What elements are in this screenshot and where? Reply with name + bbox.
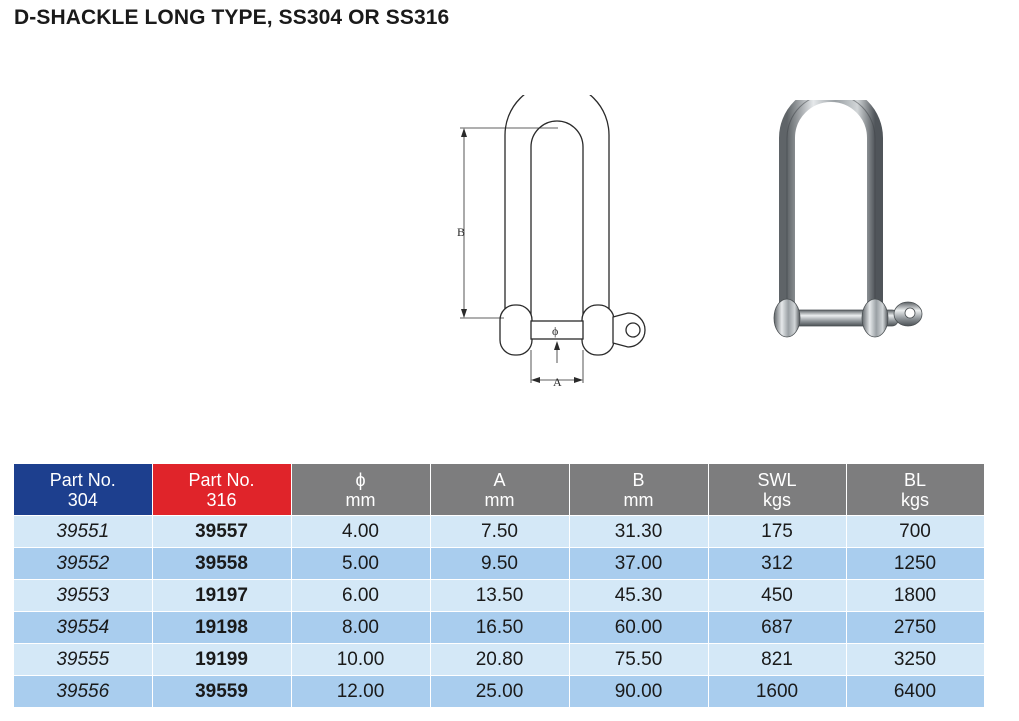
- cell-swl: 1600: [708, 676, 846, 708]
- cell-part-304: 39553: [14, 580, 152, 612]
- cell-a: 16.50: [430, 612, 569, 644]
- cell-part-304: 39555: [14, 644, 152, 676]
- header-part-no-304: Part No. 304: [14, 464, 152, 516]
- cell-bl: 1250: [846, 548, 984, 580]
- cell-part-304: 39552: [14, 548, 152, 580]
- table-row: [14, 644, 984, 676]
- cell-part-304: 39556: [14, 676, 152, 708]
- header-swl: SWL kgs: [708, 464, 846, 516]
- table-row: [14, 516, 984, 548]
- spec-table: [14, 464, 985, 707]
- table-row: [14, 676, 984, 708]
- cell-a: 25.00: [430, 676, 569, 708]
- cell-phi: 4.00: [291, 516, 430, 548]
- cell-part-316: 19197: [152, 580, 291, 612]
- cell-part-316: 39557: [152, 516, 291, 548]
- cell-bl: 1800: [846, 580, 984, 612]
- header-bl: BL kgs: [846, 464, 984, 516]
- table-row: [14, 580, 984, 612]
- cell-phi: 5.00: [291, 548, 430, 580]
- header-phi: ϕ mm: [291, 464, 430, 516]
- page-title: D-SHACKLE LONG TYPE, SS304 OR SS316: [14, 6, 450, 29]
- cell-b: 45.30: [569, 580, 708, 612]
- cell-phi: 10.00: [291, 644, 430, 676]
- cell-b: 37.00: [569, 548, 708, 580]
- header-a: A mm: [430, 464, 569, 516]
- header-part-no-316: Part No. 316: [152, 464, 291, 516]
- cell-a: 9.50: [430, 548, 569, 580]
- dimension-b-label: B: [457, 225, 466, 239]
- cell-a: 20.80: [430, 644, 569, 676]
- cell-b: 90.00: [569, 676, 708, 708]
- cell-swl: 821: [708, 644, 846, 676]
- cell-phi: 6.00: [291, 580, 430, 612]
- cell-bl: 700: [846, 516, 984, 548]
- cell-bl: 2750: [846, 612, 984, 644]
- cell-swl: 687: [708, 612, 846, 644]
- cell-phi: 12.00: [291, 676, 430, 708]
- table-header-row: [14, 464, 984, 516]
- cell-b: 31.30: [569, 516, 708, 548]
- cell-bl: 6400: [846, 676, 984, 708]
- table-row: [14, 612, 984, 644]
- cell-part-304: 39554: [14, 612, 152, 644]
- header-b: B mm: [569, 464, 708, 516]
- cell-phi: 8.00: [291, 612, 430, 644]
- cell-part-304: 39551: [14, 516, 152, 548]
- cell-part-316: 19198: [152, 612, 291, 644]
- cell-b: 60.00: [569, 612, 708, 644]
- cell-swl: 312: [708, 548, 846, 580]
- cell-a: 13.50: [430, 580, 569, 612]
- cell-a: 7.50: [430, 516, 569, 548]
- cell-bl: 3250: [846, 644, 984, 676]
- cell-part-316: 19199: [152, 644, 291, 676]
- dimension-a-label: A: [553, 375, 562, 389]
- cell-swl: 450: [708, 580, 846, 612]
- cell-part-316: 39558: [152, 548, 291, 580]
- dimension-phi-label: ϕ: [552, 324, 559, 338]
- cell-swl: 175: [708, 516, 846, 548]
- cell-part-316: 39559: [152, 676, 291, 708]
- shackle-diagram: [440, 95, 680, 395]
- table-row: [14, 548, 984, 580]
- shackle-photo: [730, 100, 955, 345]
- cell-b: 75.50: [569, 644, 708, 676]
